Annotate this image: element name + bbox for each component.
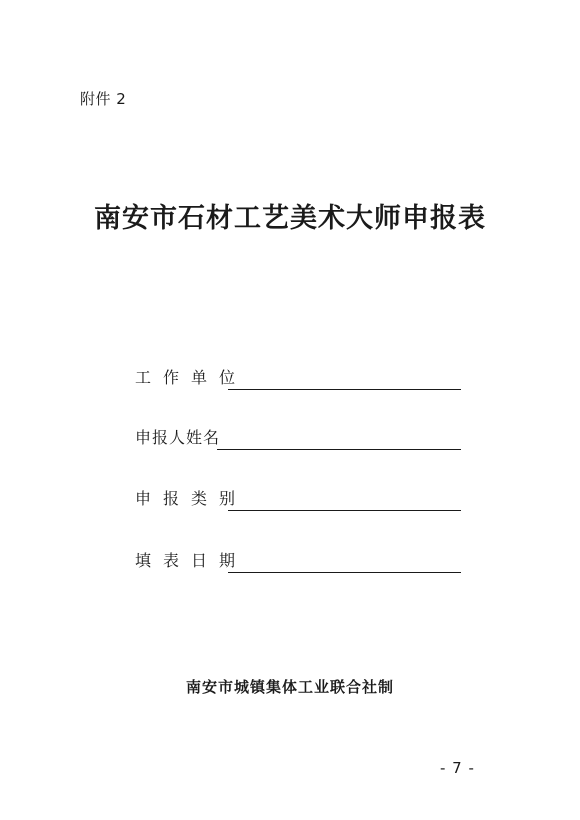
attachment-label: 附件 2 — [80, 90, 127, 108]
field-label-fill-date: 填表日期 — [135, 551, 248, 570]
form-title: 南安市石材工艺美术大师申报表 — [94, 203, 486, 234]
field-line-applicant-name[interactable] — [217, 449, 461, 450]
footer-organization: 南安市城镇集体工业联合社制 — [185, 678, 394, 696]
field-line-work-unit[interactable] — [228, 389, 461, 390]
page-number: - 7 - — [440, 759, 475, 777]
field-line-fill-date[interactable] — [228, 572, 461, 573]
field-line-category[interactable] — [228, 510, 461, 511]
field-category — [135, 489, 465, 515]
field-label-work-unit: 工作单位 — [135, 368, 248, 387]
field-work-unit — [135, 368, 465, 394]
field-label-category: 申报类别 — [135, 489, 248, 508]
field-applicant-name — [135, 428, 465, 454]
field-label-applicant-name: 申报人姓名 — [135, 428, 221, 447]
field-fill-date — [135, 551, 465, 577]
